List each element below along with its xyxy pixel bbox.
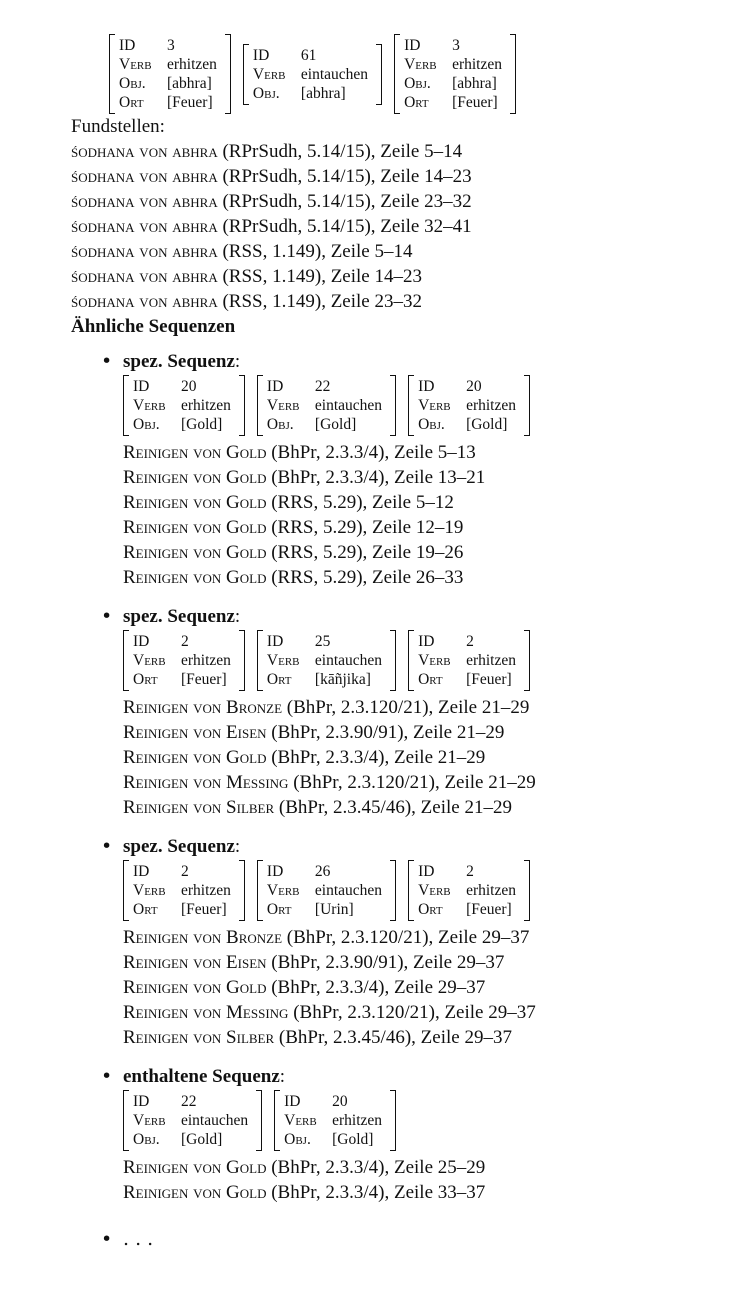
sequence-label (123, 1064, 731, 1089)
avm-value: erhitzen (466, 652, 516, 669)
bullet-icon: • (101, 350, 113, 372)
colon: : (234, 836, 241, 857)
hit-item (123, 770, 731, 795)
avm-matrix (394, 34, 516, 114)
sequence-label (123, 834, 731, 859)
sequence-label (123, 349, 731, 374)
text-title: Reinigen von Gold (123, 542, 267, 563)
avm-key: Obj. (133, 416, 160, 433)
sequence-avms (123, 630, 731, 691)
top-sequence (109, 34, 731, 114)
avm-key: Ort (418, 671, 443, 688)
avm-matrix (109, 34, 231, 114)
avm-value: [Feuer] (452, 94, 498, 111)
hit-item (123, 1000, 731, 1025)
avm-value: [Gold] (332, 1131, 374, 1148)
avm-key: ID (418, 633, 435, 650)
sequence-label (123, 604, 731, 629)
avm-value: 2 (181, 863, 189, 880)
hit-item (123, 950, 731, 975)
text-ref: (BhPr, 2.3.45/46), Zeile 21–29 (278, 797, 512, 818)
hit-item (123, 695, 731, 720)
avm-key: Verb (266, 882, 300, 899)
avm-key: Verb (418, 882, 451, 899)
more-item (71, 1227, 731, 1252)
avm-matrix (123, 1090, 262, 1151)
avm-key: ID (266, 633, 284, 650)
sequence-avms (123, 375, 731, 436)
text-title: Reinigen von Gold (123, 1157, 267, 1178)
avm-value: [Feuer] (466, 901, 512, 918)
text-ref: (BhPr, 2.3.120/21), Zeile 29–37 (293, 1002, 536, 1023)
avm-value: 20 (181, 378, 197, 395)
text-ref: (RSS, 1.149), Zeile 23–32 (222, 291, 422, 312)
avm-value: [kāñjika] (314, 671, 371, 688)
text-ref: (BhPr, 2.3.90/91), Zeile 21–29 (271, 722, 505, 743)
avm-value: erhitzen (181, 652, 231, 669)
fundstelle-item (71, 264, 731, 289)
text-title: Reinigen von Messing (123, 1002, 289, 1023)
avm-key: Verb (133, 652, 166, 669)
text-ref: (BhPr, 2.3.120/21), Zeile 29–37 (286, 927, 530, 948)
avm-value: eintauchen (314, 397, 383, 414)
hit-list (123, 1155, 731, 1205)
avm-key: Verb (418, 397, 451, 414)
similar-sequence-item (71, 349, 731, 590)
similar-sequences-heading: Ähnliche Sequenzen (71, 316, 236, 337)
avm-key: Verb (284, 1112, 317, 1129)
avm-key: Obj. (284, 1131, 311, 1148)
avm-matrix (243, 44, 382, 105)
avm-value: [abhra] (300, 85, 346, 102)
similar-sequence-item (71, 834, 731, 1050)
avm-key: ID (133, 863, 150, 880)
avm-value: 20 (466, 378, 482, 395)
avm-value: eintauchen (314, 882, 383, 899)
hit-item (123, 1025, 731, 1050)
sequence-avms (123, 1090, 731, 1151)
avm-value: [Gold] (181, 1131, 223, 1148)
similar-sequences-list (71, 349, 731, 1252)
avm-matrix (408, 860, 530, 921)
avm-matrix (123, 860, 245, 921)
avm-matrix (123, 630, 245, 691)
sequence-type: spez. Sequenz (123, 836, 235, 857)
fundstellen-label: Fundstellen: (71, 116, 165, 137)
avm-value: 22 (181, 1093, 197, 1110)
text-ref: (RSS, 1.149), Zeile 5–14 (222, 241, 413, 262)
avm-value: 3 (452, 37, 460, 54)
avm-key: ID (404, 37, 421, 54)
avm-key: Ort (404, 94, 429, 111)
hit-item (123, 1180, 731, 1205)
text-title: śodhana von abhra (71, 216, 218, 237)
avm-key: Obj. (119, 75, 146, 92)
avm-key: Obj. (133, 1131, 160, 1148)
avm-key: Verb (266, 397, 300, 414)
colon: : (234, 606, 241, 627)
sequence-type: enthaltene Sequenz (123, 1066, 280, 1087)
avm-key: Verb (252, 66, 286, 83)
text-title: Reinigen von Gold (123, 467, 267, 488)
avm-value: 2 (466, 863, 474, 880)
text-ref: (RRS, 5.29), Zeile 12–19 (271, 517, 464, 538)
fundstelle-item (71, 139, 731, 164)
text-ref: (RRS, 5.29), Zeile 5–12 (271, 492, 454, 513)
ellipsis-text: . . . (123, 1228, 154, 1250)
avm-matrix (257, 860, 396, 921)
fundstelle-item (71, 164, 731, 189)
avm-key: ID (266, 863, 284, 880)
hit-item (123, 795, 731, 820)
avm-value: 25 (314, 633, 331, 650)
text-title: Reinigen von Messing (123, 772, 289, 793)
avm-key: ID (133, 1093, 150, 1110)
text-ref: (RSS, 1.149), Zeile 14–23 (222, 266, 422, 287)
avm-value: 20 (332, 1093, 348, 1110)
text-title: śodhana von abhra (71, 266, 218, 287)
hit-item (123, 515, 731, 540)
avm-value: [abhra] (452, 75, 497, 92)
hit-item (123, 1155, 731, 1180)
bullet-icon: • (101, 605, 113, 627)
avm-key: ID (418, 378, 435, 395)
avm-key: Verb (266, 652, 300, 669)
avm-value: erhitzen (181, 397, 231, 414)
text-ref: (RPrSudh, 5.14/15), Zeile 32–41 (222, 216, 472, 237)
avm-key: Verb (133, 1112, 166, 1129)
avm-key: Obj. (404, 75, 431, 92)
text-ref: (BhPr, 2.3.45/46), Zeile 29–37 (278, 1027, 512, 1048)
text-ref: (RRS, 5.29), Zeile 26–33 (271, 567, 464, 588)
hit-list (123, 695, 731, 820)
avm-key: Ort (133, 901, 158, 918)
bullet-icon: • (101, 1228, 113, 1250)
text-ref: (BhPr, 2.3.3/4), Zeile 5–13 (271, 442, 476, 463)
avm-key: ID (266, 378, 284, 395)
hit-list (123, 440, 731, 590)
fundstelle-item (71, 214, 731, 239)
avm-matrix (274, 1090, 396, 1151)
text-title: Reinigen von Eisen (123, 952, 267, 973)
avm-value: erhitzen (181, 882, 231, 899)
text-title: Reinigen von Gold (123, 567, 267, 588)
text-ref: (RPrSudh, 5.14/15), Zeile 23–32 (222, 191, 472, 212)
avm-value: [abhra] (167, 75, 212, 92)
avm-key: Verb (418, 652, 451, 669)
text-title: Reinigen von Eisen (123, 722, 267, 743)
avm-key: Verb (404, 56, 437, 73)
avm-key: ID (418, 863, 435, 880)
text-title: śodhana von abhra (71, 191, 218, 212)
avm-value: eintauchen (181, 1112, 249, 1129)
avm-matrix (257, 375, 396, 436)
avm-key: Ort (133, 671, 158, 688)
text-title: Reinigen von Bronze (123, 927, 283, 948)
avm-value: erhitzen (167, 56, 217, 73)
document-page (71, 34, 731, 1252)
hit-item (123, 440, 731, 465)
avm-value: 61 (300, 47, 317, 64)
avm-key: ID (119, 37, 136, 54)
text-title: Reinigen von Gold (123, 442, 267, 463)
text-title: Reinigen von Gold (123, 1182, 267, 1203)
text-title: Reinigen von Silber (123, 1027, 275, 1048)
hit-item (123, 565, 731, 590)
avm-value: [Feuer] (466, 671, 512, 688)
fundstelle-item (71, 239, 731, 264)
avm-key: ID (133, 633, 150, 650)
avm-key: Ort (266, 671, 292, 688)
text-title: Reinigen von Gold (123, 747, 267, 768)
avm-key: Obj. (266, 416, 294, 433)
text-title: Reinigen von Silber (123, 797, 275, 818)
text-ref: (RRS, 5.29), Zeile 19–26 (271, 542, 464, 563)
avm-key: Ort (266, 901, 292, 918)
text-title: Reinigen von Gold (123, 977, 267, 998)
text-title: śodhana von abhra (71, 291, 218, 312)
avm-value: [Feuer] (167, 94, 213, 111)
avm-matrix (257, 630, 396, 691)
bullet-icon: • (101, 1065, 113, 1087)
avm-matrix (408, 375, 530, 436)
hit-item (123, 490, 731, 515)
fundstelle-item (71, 289, 731, 314)
text-ref: (BhPr, 2.3.3/4), Zeile 29–37 (271, 977, 486, 998)
avm-value: erhitzen (332, 1112, 383, 1129)
text-ref: (BhPr, 2.3.120/21), Zeile 21–29 (286, 697, 530, 718)
avm-matrix (123, 375, 245, 436)
avm-key: Verb (133, 882, 166, 899)
sequence-type: spez. Sequenz (123, 606, 235, 627)
avm-key: Verb (119, 56, 152, 73)
text-ref: (BhPr, 2.3.3/4), Zeile 21–29 (271, 747, 486, 768)
fundstelle-item (71, 189, 731, 214)
avm-value: erhitzen (466, 882, 516, 899)
fundstellen-list (71, 139, 731, 314)
avm-value: 22 (314, 378, 331, 395)
text-title: śodhana von abhra (71, 241, 218, 262)
text-title: Reinigen von Gold (123, 517, 267, 538)
avm-matrix (408, 630, 530, 691)
hit-item (123, 540, 731, 565)
avm-value: 26 (314, 863, 331, 880)
hit-item (123, 745, 731, 770)
avm-value: 2 (181, 633, 189, 650)
avm-value: 3 (167, 37, 175, 54)
text-title: Reinigen von Bronze (123, 697, 283, 718)
avm-key: ID (133, 378, 150, 395)
text-ref: (BhPr, 2.3.90/91), Zeile 29–37 (271, 952, 505, 973)
similar-sequence-item (71, 1064, 731, 1205)
text-ref: (BhPr, 2.3.3/4), Zeile 25–29 (271, 1157, 486, 1178)
text-title: Reinigen von Gold (123, 492, 267, 513)
text-ref: (RPrSudh, 5.14/15), Zeile 14–23 (222, 166, 472, 187)
avm-value: 2 (466, 633, 474, 650)
text-title: śodhana von abhra (71, 141, 218, 162)
hit-item (123, 465, 731, 490)
hit-list (123, 925, 731, 1050)
avm-key: ID (284, 1093, 301, 1110)
text-ref: (RPrSudh, 5.14/15), Zeile 5–14 (222, 141, 463, 162)
bullet-icon: • (101, 835, 113, 857)
avm-value: eintauchen (314, 652, 383, 669)
sequence-type: spez. Sequenz (123, 351, 235, 372)
text-title: śodhana von abhra (71, 166, 218, 187)
avm-key: Ort (418, 901, 443, 918)
text-ref: (BhPr, 2.3.3/4), Zeile 13–21 (271, 467, 486, 488)
avm-value: [Urin] (314, 901, 354, 918)
text-ref: (BhPr, 2.3.3/4), Zeile 33–37 (271, 1182, 486, 1203)
avm-key: ID (252, 47, 270, 64)
sequence-avms (123, 860, 731, 921)
colon: : (279, 1066, 286, 1087)
avm-value: erhitzen (452, 56, 502, 73)
avm-value: [Gold] (466, 416, 508, 433)
hit-item (123, 720, 731, 745)
similar-sequence-item (71, 604, 731, 820)
avm-value: [Feuer] (181, 901, 227, 918)
avm-value: eintauchen (300, 66, 369, 83)
avm-value: [Gold] (181, 416, 223, 433)
colon: : (234, 351, 241, 372)
text-ref: (BhPr, 2.3.120/21), Zeile 21–29 (293, 772, 536, 793)
avm-key: Verb (133, 397, 166, 414)
avm-key: Obj. (252, 85, 280, 102)
avm-value: [Feuer] (181, 671, 227, 688)
avm-value: erhitzen (466, 397, 516, 414)
avm-key: Ort (119, 94, 144, 111)
hit-item (123, 975, 731, 1000)
hit-item (123, 925, 731, 950)
avm-key: Obj. (418, 416, 445, 433)
avm-value: [Gold] (314, 416, 357, 433)
